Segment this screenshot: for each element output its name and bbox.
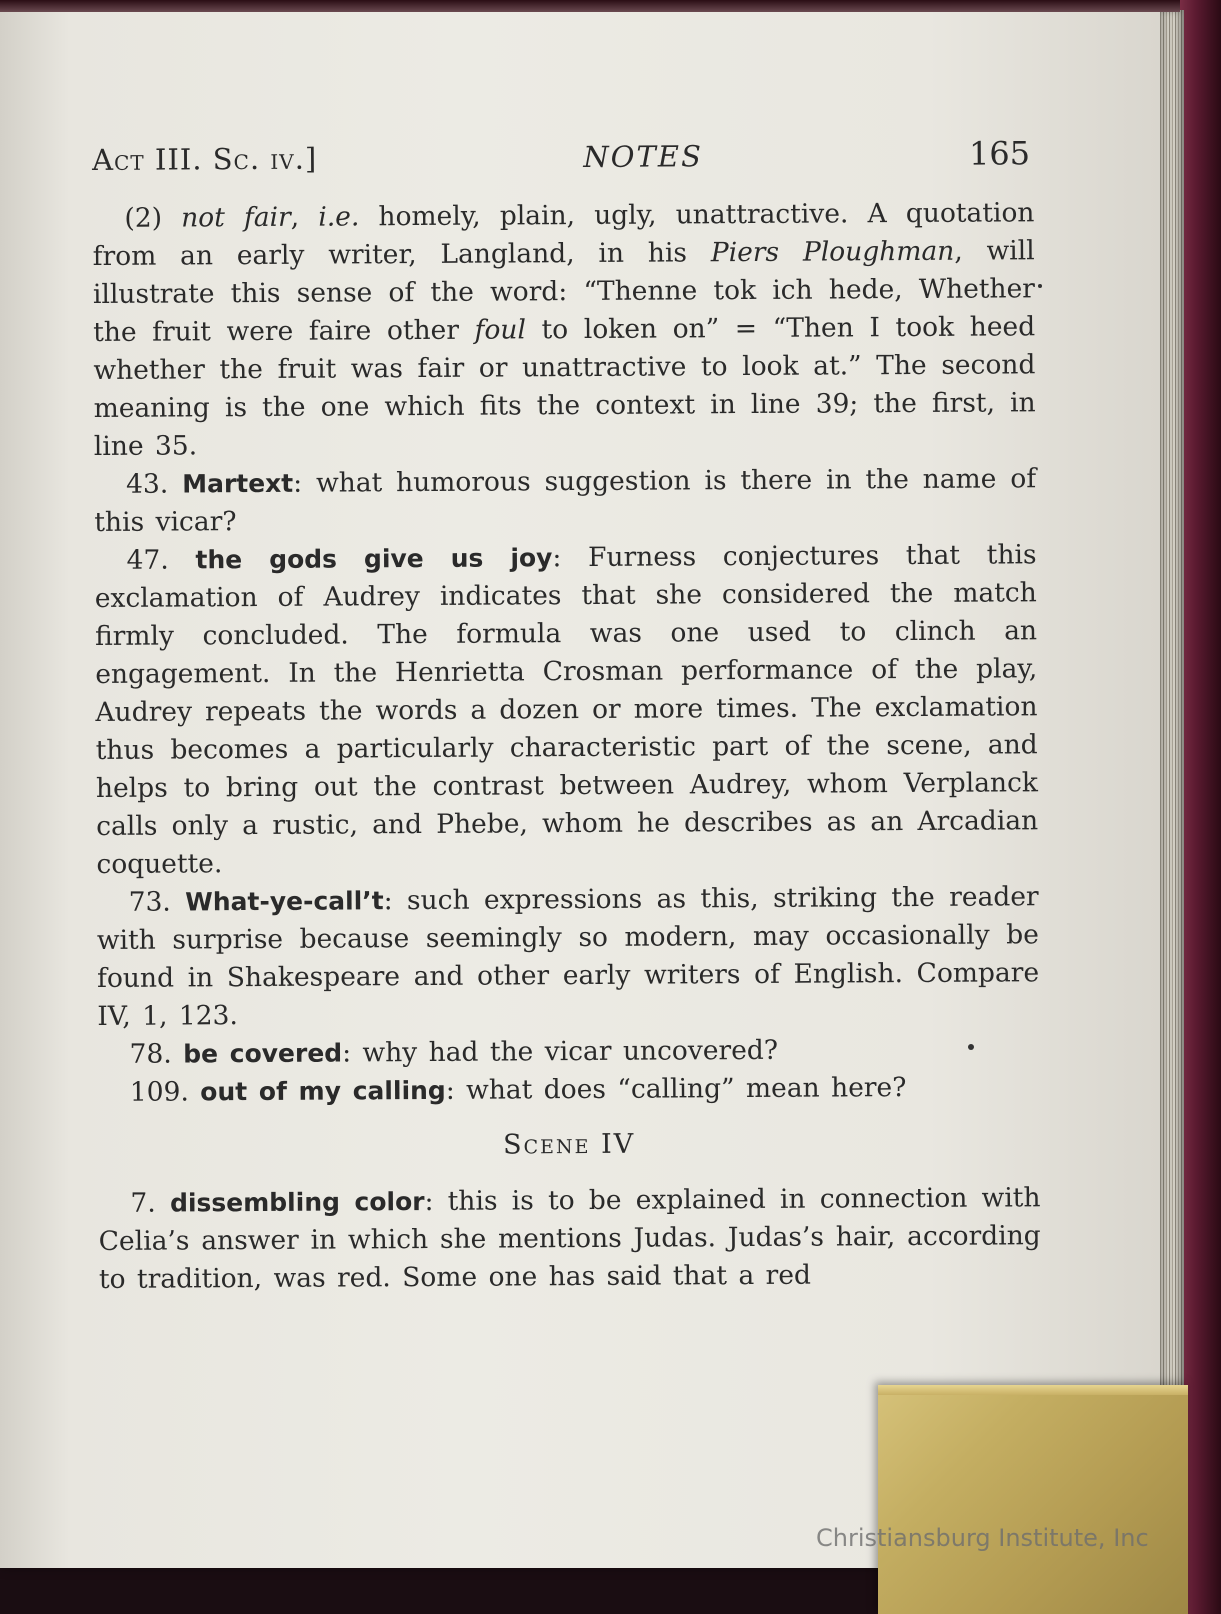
note-n73 bbox=[97, 878, 1040, 1036]
note-text: 47. bbox=[126, 544, 196, 576]
note-text: 109. bbox=[129, 1076, 201, 1108]
note-lemma: out of my calling bbox=[200, 1075, 446, 1107]
note-n2 bbox=[92, 194, 1036, 466]
note-text: : such expressions as this, striking the reader with surprise because seemingly so modern, may occasionally be found in Shakespeare and other early writers of English. Compare IV, 1, 123. bbox=[96, 881, 1040, 1032]
scene-notes-list bbox=[98, 1179, 1041, 1299]
note-text: 7. bbox=[130, 1187, 171, 1219]
watermark: Christiansburg Institute, Inc bbox=[816, 1524, 1149, 1552]
scene-heading: Scene IV bbox=[502, 1128, 636, 1161]
note-lemma: be covered bbox=[183, 1038, 343, 1069]
print-speck bbox=[1038, 284, 1042, 288]
note-text: : this is to be explained in connection with Celia’s answer in which she mentions Judas. Judas’s hair, according to tradition, was red. Some one has said that a red bbox=[98, 1182, 1041, 1295]
page-number: 165 bbox=[968, 134, 1031, 173]
italic-text: i.e. bbox=[318, 201, 360, 233]
note-text: : why had the vicar uncovered? bbox=[342, 1034, 779, 1069]
italic-text: foul bbox=[474, 314, 527, 346]
note-text: to loken on” = “Then I took heed whether the fruit was fair or unattractive to look at.” The second meaning is the one which fits the context in line 39; the first, in line 35. bbox=[93, 311, 1036, 462]
note-text: : Furness conjectures that this exclamation of Audrey indicates that she considered the match firmly concluded. The formula was one used to clinch an engagement. In the Henrietta Crosman performance of the play, Audrey repeats the words a dozen or more times. The exclamation thus becomes a particularly characteristic part of the scene, and helps to bring out the contrast between Audrey, whom Verplanck calls only a rustic, and Phebe, whom he describes as an Arcadian coquette. bbox=[94, 539, 1039, 880]
italic-text: not fair bbox=[181, 201, 291, 234]
section-title: NOTES bbox=[583, 139, 703, 174]
note-text: , bbox=[290, 201, 319, 233]
print-speck bbox=[968, 1044, 974, 1050]
note-lemma: the gods give us joy bbox=[195, 543, 553, 575]
running-header bbox=[92, 134, 1034, 178]
top-shadow bbox=[0, 0, 1180, 12]
note-text: : what humorous suggestion is there in the name of this vicar? bbox=[94, 463, 1037, 538]
italic-text: Piers Ploughman bbox=[710, 235, 955, 269]
note-n47 bbox=[94, 536, 1038, 884]
note-text: homely, plain, ugly, unattractive. A quotation from an early writer, Langland, in his bbox=[92, 197, 1035, 272]
note-text: (2) bbox=[124, 202, 182, 234]
note-text: 78. bbox=[129, 1038, 184, 1070]
note-n43 bbox=[94, 460, 1036, 542]
note-text: : what does “calling” mean here? bbox=[445, 1072, 907, 1106]
notes-list bbox=[92, 194, 1040, 1112]
gold-bookmark-block bbox=[878, 1385, 1188, 1614]
note-lemma: dissembling color bbox=[169, 1186, 425, 1218]
note-lemma: Martext bbox=[182, 468, 294, 499]
act-scene-label: Act III. Sc. iv.] bbox=[92, 141, 318, 177]
note-lemma: What-ye-call’t bbox=[185, 886, 384, 917]
note-text: , will illustrate this sense of the word: “Thenne tok ich hede, Whether the fruit were faire other bbox=[92, 235, 1036, 348]
note-n109 bbox=[98, 1068, 1040, 1112]
page-text bbox=[92, 134, 1041, 1299]
book-cover-edge bbox=[1180, 0, 1221, 1614]
note-text: 43. bbox=[126, 468, 183, 500]
note-n78 bbox=[97, 1030, 1039, 1074]
note-text: 73. bbox=[128, 886, 186, 918]
note-s7 bbox=[98, 1179, 1041, 1299]
